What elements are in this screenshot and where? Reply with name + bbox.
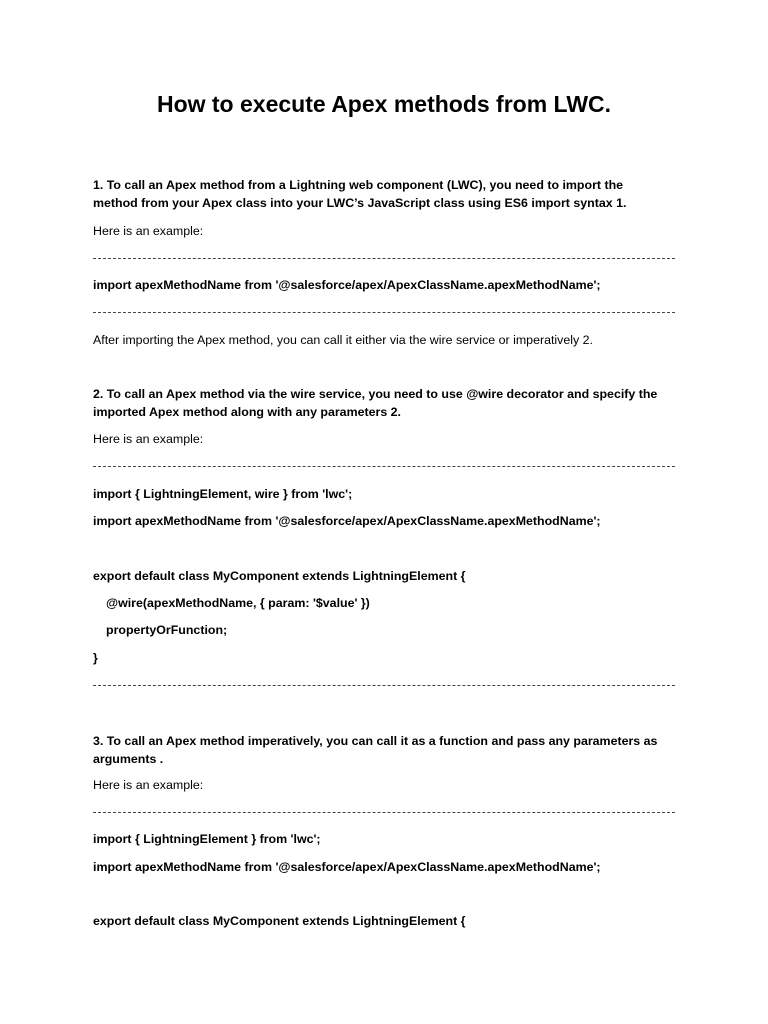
section2-code-line: import { LightningElement, wire } from 'lwc'; [93,487,353,501]
section2-code-line: @wire(apexMethodName, { param: '$value' }) [106,596,370,610]
section3-heading-line2: arguments . [93,752,164,766]
section3-code-line: import { LightningElement } from 'lwc'; [93,832,321,846]
dashed-divider [93,258,675,259]
section2-code-line: } [93,651,98,665]
section1-heading-line2: method from your Apex class into your LWC’s JavaScript class using ES6 import syntax 1. [93,196,627,210]
section1-code-line: import apexMethodName from '@salesforce/apex/ApexClassName.apexMethodName'; [93,278,601,292]
section2-example-label: Here is an example: [93,432,204,446]
dashed-divider [93,312,675,313]
section3-code-line: import apexMethodName from '@salesforce/apex/ApexClassName.apexMethodName'; [93,860,601,874]
section3-code-line: export default class MyComponent extends LightningElement { [93,914,466,928]
section1-after-text: After importing the Apex method, you can call it either via the wire service or imperatively 2. [93,333,593,347]
section2-code-line: propertyOrFunction; [106,623,228,637]
section2-code-line: export default class MyComponent extends LightningElement { [93,569,466,583]
section3-heading-line1: 3. To call an Apex method imperatively, you can call it as a function and pass any parameters as [93,734,658,748]
section2-heading-line2: imported Apex method along with any parameters 2. [93,405,401,419]
section1-example-label: Here is an example: [93,224,204,238]
section2-heading-line1: 2. To call an Apex method via the wire service, you need to use @wire decorator and specify the [93,387,658,401]
section1-heading-line1: 1. To call an Apex method from a Lightning web component (LWC), you need to import the [93,178,624,192]
dashed-divider [93,685,675,686]
dashed-divider [93,812,675,813]
page-title: How to execute Apex methods from LWC. [156,91,612,117]
section3-example-label: Here is an example: [93,778,204,792]
dashed-divider [93,466,675,467]
section2-code-line: import apexMethodName from '@salesforce/apex/ApexClassName.apexMethodName'; [93,514,601,528]
